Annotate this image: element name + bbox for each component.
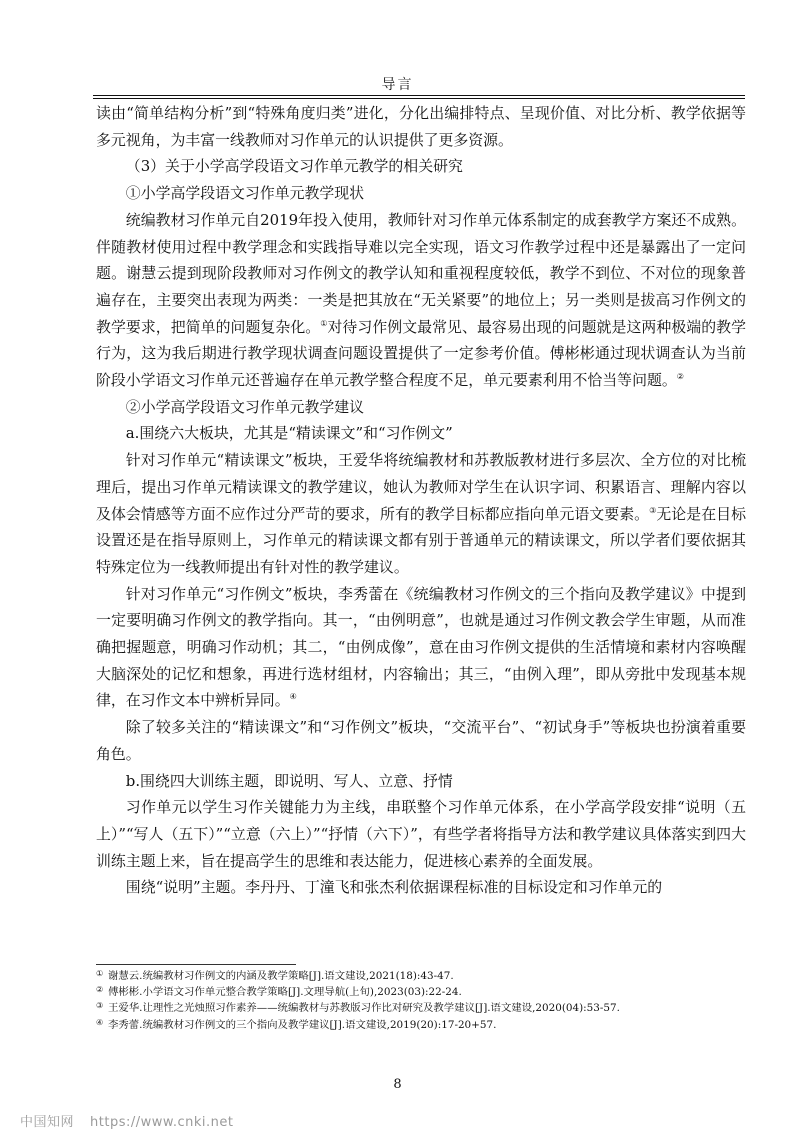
paragraph-explanation-theme: 围绕“说明”主题。李丹丹、丁潼飞和张杰利依据课程标准的目标设定和习作单元的	[125, 878, 663, 897]
footnote-ref-3[interactable]: ③	[649, 505, 657, 515]
paragraph-other-sections: 除了较多关注的“精读课文”和“习作例文”板块，“交流平台”、“初试身手”等板块也扮演着重要角色。	[96, 718, 746, 763]
page-number: 8	[393, 1077, 402, 1092]
section-heading: （3）关于小学高学段语文习作单元教学的相关研究	[125, 157, 463, 176]
paragraph-text: 对待习作例文最常见、最容易出现的问题就是这两种极端的教学行为，这为我后期进行教学现状调查问题设置提供了一定参考价值。傅彬彬通过现状调查认为当前阶段小学语文习作单元还普遍存在单元教学整合程度不足，单元要素利用不恰当等问题。	[96, 317, 746, 390]
paragraph-text: 无论是在目标设置还是在指导原则上，习作单元的精读课文都有别于普通单元的精读课文，所以学者们要依据其特殊定位为一线教师提出有针对性的教学建议。	[96, 504, 746, 576]
footnote-3	[96, 1000, 746, 1016]
paragraph-status	[96, 207, 746, 394]
footnote-1	[96, 968, 746, 984]
footnote-mark: ④	[96, 1017, 104, 1027]
footnote-text: 谢慧云.统编教材习作例文的内涵及教学策略[J].语文建设,2021(18):43-47.	[108, 970, 454, 982]
paragraph-continuation: 读由“简单结构分析”到“特殊角度归类”进化，分化出编排特点、呈现价值、对比分析、教学依据等多元视角，为丰富一线教师对习作单元的认识提供了更多资源。	[96, 104, 746, 149]
footnote-ref-2[interactable]: ②	[676, 372, 684, 382]
subsection-heading-suggestions: ②小学高学段语文习作单元教学建议	[125, 397, 365, 416]
paragraph-example-essays	[96, 581, 746, 715]
point-heading-b: b.围绕四大训练主题，即说明、写人、立意、抒情	[125, 771, 453, 790]
paragraph-text: 针对习作单元“精读课文”板块，王爱华将统编教材和苏教版教材进行多层次、全方位的对比梳理后，提出习作单元精读课文的教学建议，她认为教师对学生在认识字词、积累语言、理解内容以及体会情感等方面不应作过分严苛的要求，所有的教学目标都应指向单元语文要素。	[96, 451, 746, 523]
main-content	[96, 100, 746, 901]
paragraph-text: 针对习作单元“习作例文”板块，李秀蕾在《统编教材习作例文的三个指向及教学建议》中提到一定要明确习作例文的教学指向。其一，“由例明意”，也就是通过习作例文教会学生审题，从而准确把握题意，明确习作动机；其二，“由例成像”，意在由习作例文提供的生活情境和素材内容唤醒大脑深处的记忆和想象，再进行选材组材，内容输出；其三，“由例入理”，即从旁批中发现基本规律，在习作文本中辨析异同。	[96, 584, 746, 710]
footnote-ref-4[interactable]: ④	[289, 692, 297, 702]
footnote-rule	[96, 964, 296, 965]
header-rule	[93, 95, 745, 99]
footnote-mark: ①	[96, 969, 104, 978]
footnote-text: 李秀蕾.统编教材习作例文的三个指向及教学建议[J].语文建设,2019(20):17-20+57.	[108, 1018, 497, 1031]
point-heading-a: a.围绕六大板块，尤其是“精读课文”和“习作例文”	[125, 424, 453, 443]
footnotes	[96, 968, 746, 1033]
paragraph-text: 统编教材习作单元自2019年投入使用，教师针对习作单元体系制定的成套教学方案还不成熟。伴随教材使用过程中教学理念和实践指导难以完全实现，语文习作教学过程中还是暴露出了一定问题。谢慧云提到现阶段教师对习作例文的教学认知和重视程度较低，教学不到位、不对位的现象普遍存在，主要突出表现为两类：一类是把其放在“无关紧要”的地位上；另一类则是拔高习作例文的教学要求，把简单的问题复杂化。	[96, 210, 746, 336]
footnote-4	[96, 1017, 746, 1033]
watermark-url: https://www.cnki.net	[90, 1115, 234, 1130]
footnote-text: 王爱华.让理性之光烛照习作素养——统编教材与苏教版习作比对研究及教学建议[J].语文建设,2020(04):53-57.	[108, 1002, 620, 1015]
paragraph-training-themes: 习作单元以学生习作关键能力为主线，串联整个习作单元体系，在小学高学段安排“说明（五上）”“写人（五下）”“立意（六上）”“抒情（六下）”，有些学者将指导方法和教学建议具体落实到四大训练主题上来，旨在提高学生的思维和表达能力，促进核心素养的全面发展。	[96, 798, 746, 870]
subsection-heading-status: ①小学高学段语文习作单元教学现状	[125, 184, 365, 203]
footnote-2	[96, 984, 746, 1000]
footnote-text: 傅彬彬.小学语文习作单元整合教学策略[J].文理导航(上旬),2023(03):22-24.	[108, 986, 462, 999]
watermark	[20, 1111, 233, 1130]
running-header: 导言	[381, 77, 414, 93]
paragraph-intensive-reading	[96, 447, 746, 581]
footnote-mark: ②	[96, 985, 104, 995]
watermark-brand: 中国知网	[20, 1115, 75, 1130]
footnote-ref-1[interactable]: ①	[320, 318, 328, 328]
footnote-mark: ③	[96, 1001, 104, 1011]
